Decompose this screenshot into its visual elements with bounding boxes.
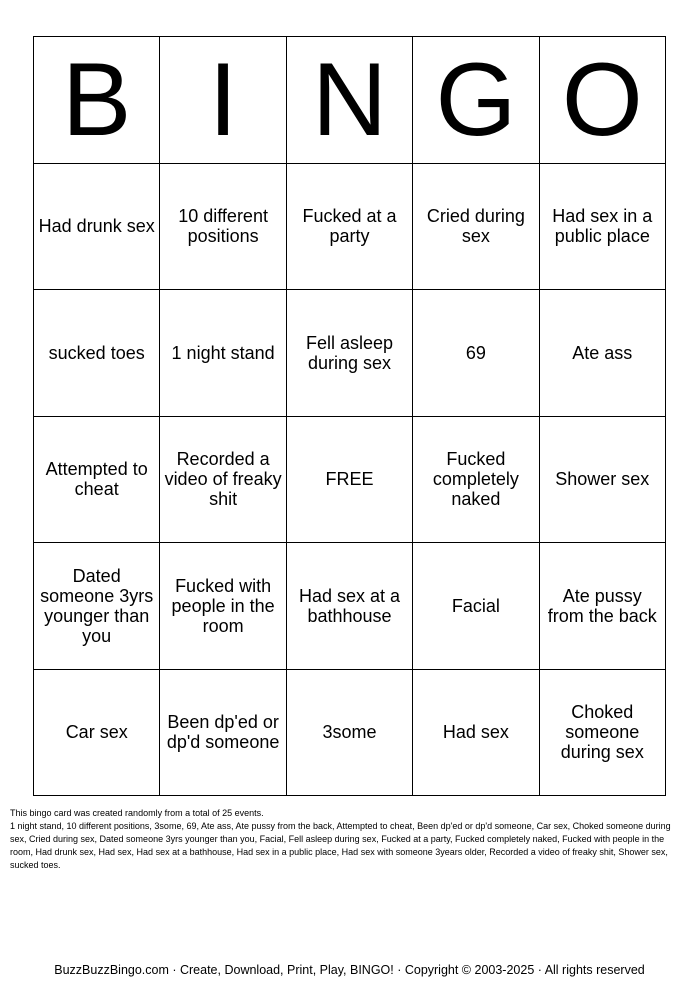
- header-i: I: [160, 37, 286, 164]
- bingo-cell: Choked someone during sex: [540, 670, 666, 797]
- bingo-cell: 10 different positions: [160, 164, 286, 291]
- footer-events: 1 night stand, 10 different positions, 3some, 69, Ate ass, Ate pussy from the back, Attempted to cheat, Been dp'ed or dp'd someone, Car sex, Choked someone during sex, Cried during sex, Dated someone 3yrs younger than you, Facial, Fell asleep during sex, Fucked at a party, Fucked completely naked, Fucked with people in the room, Had drunk sex, Had sex, Had sex at a bathhouse, Had sex in a public place, Had sex with someone 3years older, Recorded a video of freaky shit, Shower sex, sucked toes.: [10, 821, 671, 870]
- header-o: O: [540, 37, 666, 164]
- bingo-cell: Car sex: [34, 670, 160, 797]
- bingo-cell: 3some: [287, 670, 413, 797]
- bingo-cell: Fucked with people in the room: [160, 543, 286, 670]
- bingo-cell: Been dp'ed or dp'd someone: [160, 670, 286, 797]
- bingo-cell: Had sex in a public place: [540, 164, 666, 291]
- header-g: G: [413, 37, 539, 164]
- footer-intro: This bingo card was created randomly from a total of 25 events.: [10, 808, 264, 818]
- card-footer: [10, 807, 686, 872]
- bingo-cell: Shower sex: [540, 417, 666, 544]
- copyright-line: BuzzBuzzBingo.com · Create, Download, Print, Play, BINGO! · Copyright © 2003-2025 · All rights reserved: [54, 963, 645, 977]
- bingo-cell: Dated someone 3yrs younger than you: [34, 543, 160, 670]
- bingo-cell: Fell asleep during sex: [287, 290, 413, 417]
- bingo-cell: Recorded a video of freaky shit: [160, 417, 286, 544]
- header-b: B: [34, 37, 160, 164]
- bingo-cell: Ate ass: [540, 290, 666, 417]
- bingo-cell: Attempted to cheat: [34, 417, 160, 544]
- bingo-cell: Had sex at a bathhouse: [287, 543, 413, 670]
- bingo-cell: Facial: [413, 543, 539, 670]
- bingo-cell: Ate pussy from the back: [540, 543, 666, 670]
- free-cell: FREE: [287, 417, 413, 544]
- bingo-cell: Cried during sex: [413, 164, 539, 291]
- bingo-cell: Fucked completely naked: [413, 417, 539, 544]
- header-n: N: [287, 37, 413, 164]
- bingo-cell: Had sex: [413, 670, 539, 797]
- bingo-cell: Had drunk sex: [34, 164, 160, 291]
- bingo-cell: 69: [413, 290, 539, 417]
- bingo-card: [33, 36, 666, 796]
- bingo-cell: 1 night stand: [160, 290, 286, 417]
- bingo-cell: Fucked at a party: [287, 164, 413, 291]
- bingo-cell: sucked toes: [34, 290, 160, 417]
